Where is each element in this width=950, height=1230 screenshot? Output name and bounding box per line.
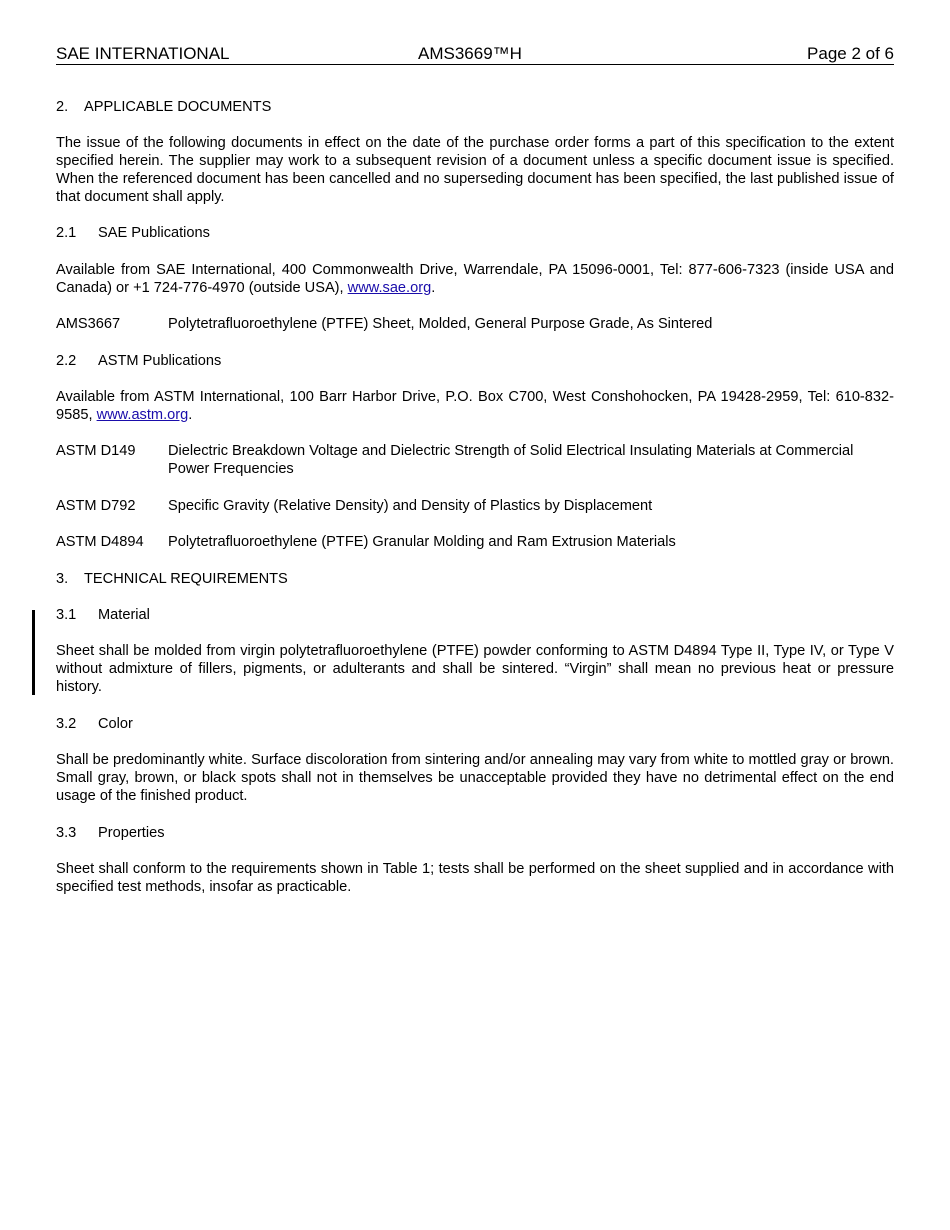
reference-code: ASTM D149 (56, 443, 136, 459)
section-number: 3.2 (56, 716, 77, 732)
sae-availability (56, 261, 894, 297)
section-number: 2.2 (56, 353, 77, 369)
reference-astm-d792 (56, 497, 894, 515)
punctuation: . (188, 407, 193, 423)
section-2-body: The issue of the following documents in effect on the date of the purchase order forms a part of this specification to the extent specified herein. The supplier may work to a subsequent revision of a document unless a specific document issue is specified. When the referenced document has been cancelled and no superseding document has been specified, the last published issue of that document shall apply. (56, 135, 894, 205)
section-number: 2. (56, 99, 69, 115)
section-3-2-body: Shall be predominantly white. Surface discoloration from sintering and/or annealing may vary from white to mottled gray or brown. Small gray, brown, or black spots shall not in themselves be unacceptable provided they have no detrimental effect on the end usage of the finished product. (56, 752, 894, 804)
section-number: 3. (56, 571, 69, 587)
reference-code: ASTM D792 (56, 498, 136, 514)
section-title: TECHNICAL REQUIREMENTS (84, 571, 288, 587)
punctuation: . (431, 280, 436, 296)
section-title: Properties (98, 825, 165, 841)
section-3-1-heading (56, 606, 894, 624)
revision-change-bar (32, 610, 35, 695)
section-number: 3.3 (56, 825, 77, 841)
reference-ams3667 (56, 315, 894, 333)
section-number: 3.1 (56, 607, 77, 623)
section-title: APPLICABLE DOCUMENTS (84, 99, 272, 115)
reference-title: Polytetrafluoroethylene (PTFE) Sheet, Molded, General Purpose Grade, As Sintered (168, 316, 713, 332)
section-2-heading (56, 98, 894, 116)
header-org: SAE INTERNATIONAL (56, 44, 230, 63)
section-title: ASTM Publications (98, 353, 222, 369)
reference-title: Dielectric Breakdown Voltage and Dielectric Strength of Solid Electrical Insulating Materials at Commercial Power Frequencies (168, 443, 854, 477)
header-doc-id: AMS3669™H (418, 44, 522, 63)
reference-title: Specific Gravity (Relative Density) and Density of Plastics by Displacement (168, 498, 653, 514)
reference-title: Polytetrafluoroethylene (PTFE) Granular Molding and Ram Extrusion Materials (168, 534, 676, 550)
astm-availability-text: Available from ASTM International, 100 Barr Harbor Drive, P.O. Box C700, West Conshohocken, PA 19428-2959, Tel: 610-832-9585, (56, 389, 894, 423)
astm-website-link[interactable]: www.astm.org (96, 407, 189, 423)
reference-astm-d4894 (56, 533, 894, 551)
astm-availability (56, 388, 894, 424)
page-header (56, 44, 894, 65)
section-title: SAE Publications (98, 225, 210, 241)
section-3-3-heading (56, 824, 894, 842)
section-3-3-body: Sheet shall conform to the requirements shown in Table 1; tests shall be performed on the sheet supplied and in accordance with specified test methods, insofar as practicable. (56, 861, 894, 895)
section-3-2-heading (56, 715, 894, 733)
section-3-heading (56, 570, 894, 588)
reference-code: AMS3667 (56, 316, 121, 332)
header-page-number: Page 2 of 6 (807, 44, 894, 63)
reference-astm-d149 (56, 442, 894, 478)
section-title: Color (98, 716, 133, 732)
section-title: Material (98, 607, 150, 623)
section-3-1-body: Sheet shall be molded from virgin polytetrafluoroethylene (PTFE) powder conforming to ASTM D4894 Type II, Type IV, or Type V without admixture of fillers, pigments, or adulterants and shall be sintered. “Virgin” shall mean no previous heat or pressure history. (56, 643, 894, 695)
reference-code: ASTM D4894 (56, 534, 144, 550)
section-2-1-heading (56, 224, 894, 242)
sae-website-link[interactable]: www.sae.org (347, 280, 432, 296)
sae-availability-text: Available from SAE International, 400 Commonwealth Drive, Warrendale, PA 15096-0001, Tel: 877-606-7323 (inside USA and Canada) or +1 724-776-4970 (outside USA), (56, 262, 894, 296)
section-number: 2.1 (56, 225, 77, 241)
section-2-2-heading (56, 352, 894, 370)
